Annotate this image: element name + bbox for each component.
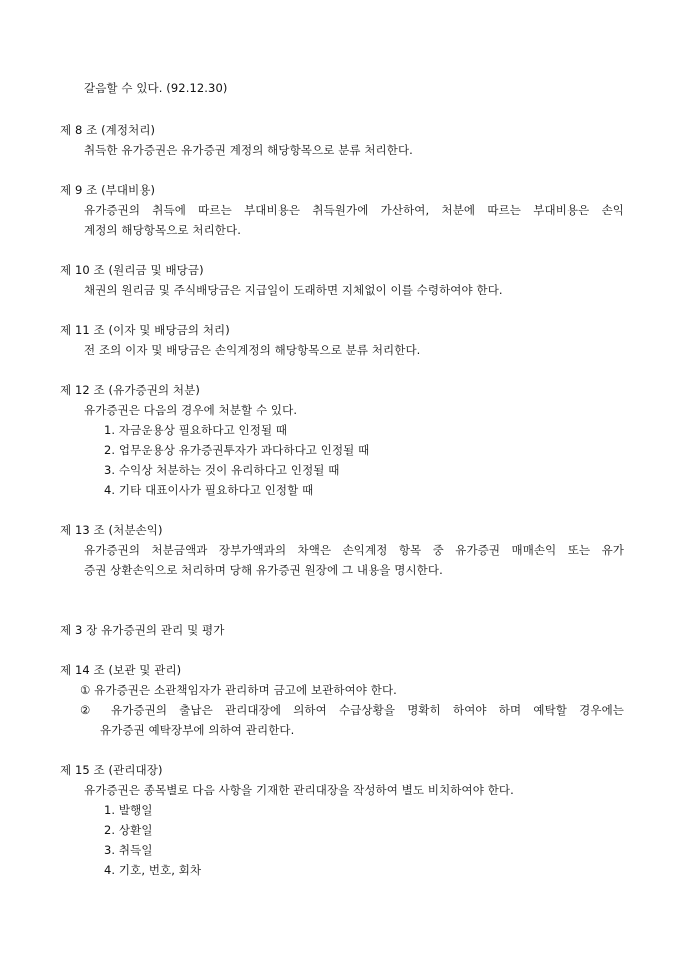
article-12-item-1: 1. 자금운용상 필요하다고 인정될 때 — [104, 423, 288, 437]
article-12-item-2: 2. 업무운용상 유가증권투자가 과다하다고 인정될 때 — [104, 443, 370, 457]
article-8-text: 취득한 유가증권은 유가증권 계정의 해당항목으로 분류 처리한다. — [84, 143, 413, 157]
article-14-clause-2-line-2: 유가증권 예탁장부에 의하여 관리한다. — [100, 723, 295, 737]
article-11-heading: 제 11 조 (이자 및 배당금의 처리) — [60, 323, 230, 337]
article-12-heading: 제 12 조 (유가증권의 처분) — [60, 383, 200, 397]
article-13-text-line-1: 유가증권의 처분금액과 장부가액과의 차액은 손익계정 항목 중 유가증권 매매손익 또는 유가 — [84, 543, 624, 557]
article-10-heading: 제 10 조 (원리금 및 배당금) — [60, 263, 204, 277]
article-9-heading: 제 9 조 (부대비용) — [60, 183, 156, 197]
article-13-text-line-2: 증권 상환손익으로 처리하며 당해 유가증권 원장에 그 내용을 명시한다. — [84, 563, 443, 577]
article-14-clause-2-line-1: ② 유가증권의 출납은 관리대장에 의하여 수급상황을 명확히 하여야 하며 예탁할 경우에는 — [80, 703, 624, 717]
article-9-text-line-2: 계정의 해당항목으로 처리한다. — [84, 223, 241, 237]
article-7-continuation: 갈음할 수 있다. (92.12.30) — [84, 81, 228, 95]
article-15-heading: 제 15 조 (관리대장) — [60, 763, 163, 777]
article-10-text: 채권의 원리금 및 주식배당금은 지급일이 도래하면 지체없이 이를 수령하여야 한다. — [84, 283, 503, 297]
article-15-item-1: 1. 발행일 — [104, 803, 153, 817]
article-8-heading: 제 8 조 (계정처리) — [60, 123, 156, 137]
article-11-text: 전 조의 이자 및 배당금은 손익계정의 해당항목으로 분류 처리한다. — [84, 343, 421, 357]
article-14-heading: 제 14 조 (보관 및 관리) — [60, 663, 182, 677]
article-9-text-line-1: 유가증권의 취득에 따르는 부대비용은 취득원가에 가산하여, 처분에 따르는 부대비용은 손익 — [84, 203, 624, 217]
article-15-text: 유가증권은 종목별로 다음 사항을 기재한 관리대장을 작성하여 별도 비치하여야 한다. — [84, 783, 514, 797]
article-12-item-3: 3. 수익상 처분하는 것이 유리하다고 인정될 때 — [104, 463, 340, 477]
article-15-item-2: 2. 상환일 — [104, 823, 153, 837]
article-15-item-3: 3. 취득일 — [104, 843, 153, 857]
article-12-text: 유가증권은 다음의 경우에 처분할 수 있다. — [84, 403, 298, 417]
article-14-clause-1: ① 유가증권은 소관책임자가 관리하며 금고에 보관하여야 한다. — [80, 683, 397, 697]
article-15-item-4: 4. 기호, 번호, 회차 — [104, 863, 202, 877]
chapter-3-heading: 제 3 장 유가증권의 관리 및 평가 — [60, 623, 225, 637]
article-13-heading: 제 13 조 (처분손익) — [60, 523, 163, 537]
article-12-item-4: 4. 기타 대표이사가 필요하다고 인정할 때 — [104, 483, 314, 497]
